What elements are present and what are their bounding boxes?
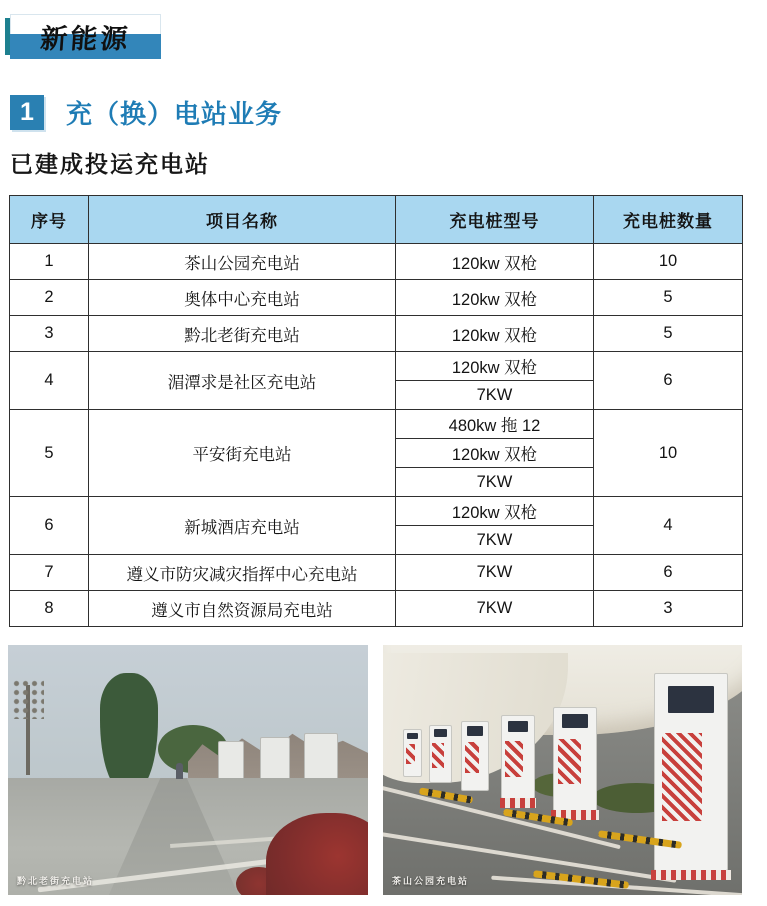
table-row [10,497,743,526]
cell-pile-model: 7KW [396,591,594,627]
cell-pile-model: 480kw 拖 12 [396,410,594,439]
cell-project-name: 茶山公园充电站 [89,244,396,280]
cell-pile-count: 5 [594,280,743,316]
cell-serial-number: 5 [10,410,89,497]
cell-pile-count: 3 [594,591,743,627]
cell-pile-model: 120kw 双枪 [396,280,594,316]
charging-pile [429,725,452,783]
tall-tree [100,673,158,791]
table-row [10,280,743,316]
cell-serial-number: 7 [10,555,89,591]
banner-box [10,14,161,59]
charging-pile [403,729,422,777]
cell-pile-count: 5 [594,316,743,352]
photo-qianbei-street [8,645,368,895]
cell-pile-count: 4 [594,497,743,555]
charging-pile [501,715,535,799]
cell-project-name: 新城酒店充电站 [89,497,396,555]
charging-pile [553,707,597,811]
table-row [10,591,743,627]
table-row [10,352,743,381]
column-header: 序号 [10,196,89,244]
table-header-row [10,196,743,244]
cell-project-name: 黔北老街充电站 [89,316,396,352]
cell-serial-number: 6 [10,497,89,555]
charging-pile [461,721,489,791]
cell-pile-count: 6 [594,352,743,410]
table-row [10,316,743,352]
cell-serial-number: 1 [10,244,89,280]
photo-caption: 茶山公园充电站 [392,876,470,886]
cell-pile-count: 6 [594,555,743,591]
cell-serial-number: 2 [10,280,89,316]
cell-pile-model: 120kw 双枪 [396,244,594,280]
page-banner [5,14,161,59]
cell-pile-model: 120kw 双枪 [396,439,594,468]
cell-serial-number: 4 [10,352,89,410]
pedestrian [176,763,183,779]
stations-table [9,195,743,627]
cell-pile-count: 10 [594,410,743,497]
cell-project-name: 遵义市防灾减灾指挥中心充电站 [89,555,396,591]
photo-strip [8,645,742,895]
cell-pile-model: 7KW [396,555,594,591]
column-header: 充电桩型号 [396,196,594,244]
cell-project-name: 遵义市自然资源局充电站 [89,591,396,627]
cell-serial-number: 8 [10,591,89,627]
section-title: 充（换）电站业务 [66,99,283,129]
cell-pile-model: 7KW [396,381,594,410]
section-heading [10,94,282,131]
table-row [10,244,743,280]
cell-pile-model: 120kw 双枪 [396,316,594,352]
cell-serial-number: 3 [10,316,89,352]
cell-pile-model: 120kw 双枪 [396,497,594,526]
photo-chashan-park [383,645,742,895]
bare-tree [26,685,30,775]
cell-pile-model: 120kw 双枪 [396,352,594,381]
cell-pile-model: 7KW [396,468,594,497]
section-number-badge: 1 [10,95,44,130]
section-subtitle: 已建成投运充电站 [10,151,210,177]
cell-pile-count: 10 [594,244,743,280]
cell-project-name: 平安街充电站 [89,410,396,497]
banner-title: 新能源 [39,24,132,54]
cell-project-name: 奥体中心充电站 [89,280,396,316]
cell-pile-model: 7KW [396,526,594,555]
column-header: 充电桩数量 [594,196,743,244]
photo-caption: 黔北老街充电站 [17,876,95,886]
table-row [10,555,743,591]
table-body [10,244,743,627]
table-row [10,410,743,439]
column-header: 项目名称 [89,196,396,244]
cell-project-name: 湄潭求是社区充电站 [89,352,396,410]
